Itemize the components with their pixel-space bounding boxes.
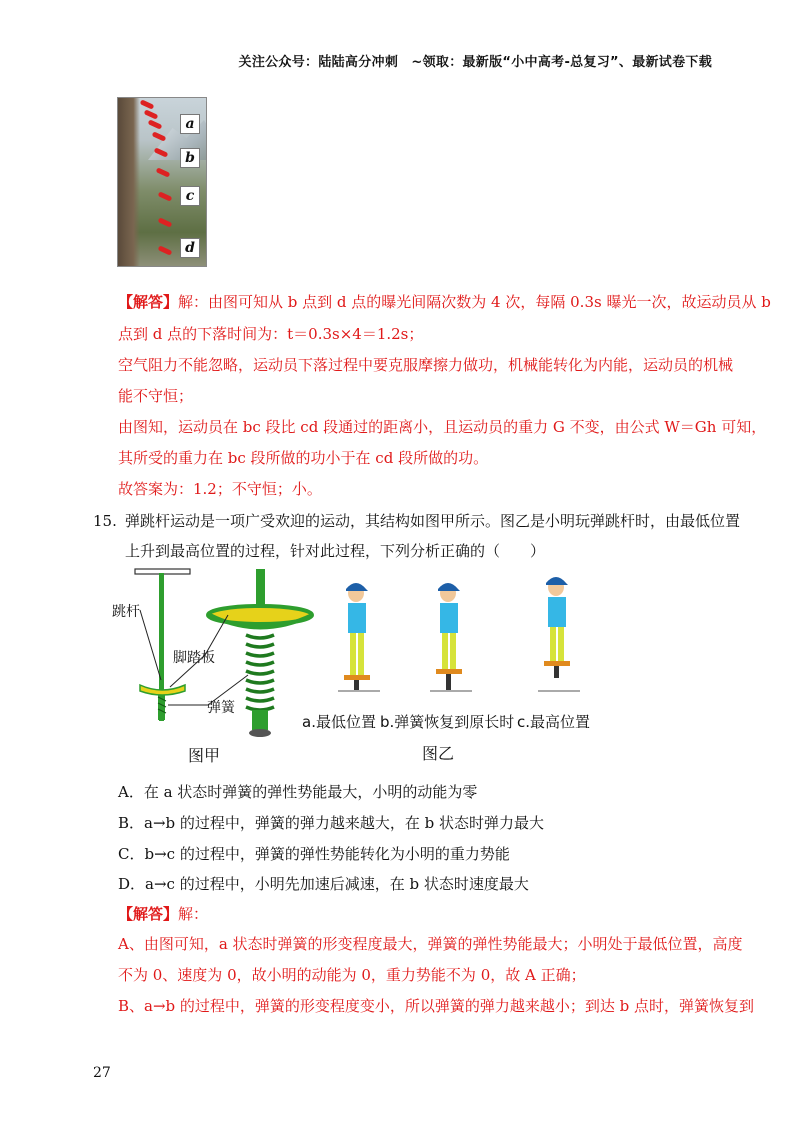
- answer2-head: 解：: [178, 905, 209, 923]
- jumper-figure: [140, 99, 155, 109]
- skydiver-photo: [117, 97, 207, 267]
- question-line1: 弹跳杆运动是一项广受欢迎的运动，其结构如图甲所示。图乙是小明玩弹跳杆时，由最低位置: [125, 512, 741, 530]
- page-number: 27: [93, 1065, 111, 1081]
- jumper-figure: [158, 191, 173, 201]
- label-state-a: a.最低位置: [302, 713, 376, 731]
- answer1-line2: 点到 d 点的下落时间为：t＝0.3s×4＝1.2s；: [118, 325, 424, 343]
- jumper-figure: [152, 131, 167, 141]
- answer-tag: 【解答】: [118, 905, 179, 923]
- option-c: C．b→c 的过程中，弹簧的弹性势能转化为小明的重力势能: [118, 845, 510, 863]
- label-state-c: c.最高位置: [517, 713, 591, 731]
- question-number: 15.: [93, 512, 117, 530]
- label-spring: 弹簧: [207, 700, 235, 716]
- answer1-line4: 能不守恒；: [118, 387, 194, 405]
- jumper-figure: [158, 245, 173, 255]
- pogo-stick-figure: [110, 565, 700, 765]
- photo-label-b: b: [180, 148, 200, 168]
- answer1-line1: [118, 292, 771, 312]
- option-a: A．在 a 状态时弹簧的弹性势能最大，小明的动能为零: [118, 783, 478, 801]
- jumper-figure: [156, 167, 171, 177]
- caption-yi: 图乙: [422, 744, 455, 763]
- answer1-line3: 空气阻力不能忽略，运动员下落过程中要克服摩擦力做功，机械能转化为内能，运动员的机械: [118, 356, 734, 374]
- answer-tag: 【解答】: [118, 293, 179, 311]
- jumper-figure: [158, 217, 173, 227]
- label-pole: 跳杆: [112, 604, 140, 620]
- photo-label-c: c: [180, 186, 200, 206]
- label-pedal: 脚踏板: [173, 650, 215, 666]
- question-line2: 上升到最高位置的过程，针对此过程，下列分析正确的（ ）: [125, 542, 546, 560]
- answer2-line3: B、a→b 的过程中，弹簧的形变程度变小，所以弹簧的弹力越来越小；到达 b 点时，弹簧恢复到: [118, 997, 755, 1015]
- option-b: B．a→b 的过程中，弹簧的弹力越来越大，在 b 状态时弹力最大: [118, 814, 545, 832]
- boy-figure-c: [538, 577, 580, 691]
- answer1-line5: 由图知，运动员在 bc 段比 cd 段通过的距离小，且运动员的重力 G 不变，由公式 W＝Gh 可知，: [118, 418, 767, 436]
- small-pogo-stick: [135, 569, 190, 721]
- boy-figure-b: [430, 583, 472, 691]
- jumper-figure: [148, 119, 163, 129]
- answer1-line7: 故答案为：1.2；不守恒；小。: [118, 480, 322, 498]
- photo-label-a: a: [180, 114, 200, 134]
- label-state-b: b.弹簧恢复到原长时: [380, 713, 515, 731]
- boy-figure-a: [338, 583, 380, 691]
- answer2-header: [118, 904, 208, 924]
- option-d: D．a→c 的过程中，小明先加速后减速，在 b 状态时速度最大: [118, 875, 529, 893]
- page-header: 关注公众号：陆陆高分冲刺 ~领取：最新版“小中高考-总复习”、最新试卷下载: [238, 55, 712, 70]
- answer2-line1: A、由图可知，a 状态时弹簧的形变程度最大，弹簧的弹性势能最大；小明处于最低位置，高度: [118, 935, 743, 953]
- cliff-shape: [118, 98, 140, 266]
- answer1-text1: 解：由图可知从 b 点到 d 点的曝光间隔次数为 4 次，每隔 0.3s 曝光一次，故运动员从 b: [178, 293, 771, 311]
- answer1-line6: 其所受的重力在 bc 段所做的功小于在 cd 段所做的功。: [118, 449, 489, 467]
- photo-label-d: d: [180, 238, 200, 258]
- answer2-line2: 不为 0、速度为 0，故小明的动能为 0，重力势能不为 0，故 A 正确；: [118, 966, 586, 984]
- caption-jia: 图甲: [188, 746, 221, 765]
- jumper-figure: [144, 109, 159, 119]
